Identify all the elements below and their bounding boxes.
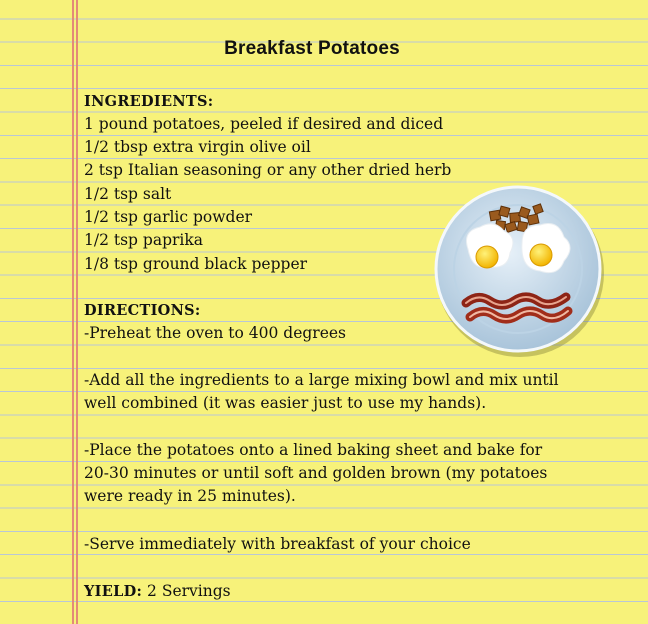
direction-step-line: -Serve immediately with breakfast of your choice <box>84 535 471 553</box>
margin-line-right <box>76 0 78 624</box>
ingredient-item: 1/2 tsp salt <box>84 185 172 203</box>
ingredients-heading: INGREDIENTS: <box>84 93 214 110</box>
yield-label: YIELD: <box>84 583 143 600</box>
direction-step-line: well combined (it was easier just to use my hands). <box>84 394 487 412</box>
yield-value: 2 Servings <box>147 582 231 600</box>
breakfast-plate-smiley-icon <box>430 183 606 359</box>
ingredient-item: 2 tsp Italian seasoning or any other dried herb <box>84 161 452 179</box>
direction-step-line: -Place the potatoes onto a lined baking sheet and bake for <box>84 441 543 459</box>
direction-step-line: -Add all the ingredients to a large mixing bowl and mix until <box>84 371 559 389</box>
direction-step-line: 20-30 minutes or until soft and golden brown (my potatoes <box>84 464 548 482</box>
ingredient-item: 1/8 tsp ground black pepper <box>84 255 308 273</box>
direction-step-line: -Preheat the oven to 400 degrees <box>84 324 347 342</box>
recipe-title: Breakfast Potatoes <box>224 38 400 59</box>
directions-heading: DIRECTIONS: <box>84 302 201 319</box>
direction-step-line: were ready in 25 minutes). <box>84 487 296 505</box>
ingredient-item: 1 pound potatoes, peeled if desired and diced <box>84 115 444 133</box>
ingredient-item: 1/2 tbsp extra virgin olive oil <box>84 138 311 156</box>
margin-line-left <box>72 0 74 624</box>
yield-line <box>84 580 231 603</box>
ingredient-item: 1/2 tsp garlic powder <box>84 208 253 226</box>
ingredient-item: 1/2 tsp paprika <box>84 231 203 249</box>
